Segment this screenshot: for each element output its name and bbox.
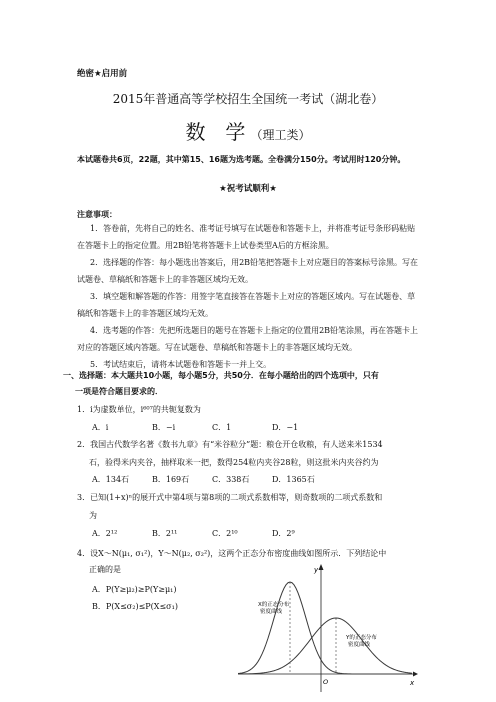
option-a: A．i <box>92 423 109 432</box>
question-3-stem: 3．已知(1+x)ⁿ的展开式中第4项与第8项的二项式系数相等，则奇数项的二项式系数和 <box>77 493 383 502</box>
normal-distribution-figure <box>238 562 418 694</box>
subject-name: 数 学 <box>185 120 246 144</box>
section-title-cont: 一项是符合题目要求的． <box>75 387 163 396</box>
option-b: B．2¹¹ <box>152 529 178 538</box>
curve-y-label: Y的正态分布 密度曲线 <box>346 635 377 648</box>
question-2-stem-cont: 石，验得米内夹谷，抽样取米一把，数得254粒内夹谷28粒，则这批米内夹谷约为 <box>89 458 379 467</box>
note-item: 3．填空题和解答题的作答：用签字笔直接答在答题卡上对应的答题区域内。写在试题卷、草稿纸和答题卡上的非答题区域均无效。 <box>77 292 416 318</box>
option-c: C．1 <box>212 423 232 432</box>
curve-x-label: X的正态分布 密度曲线 <box>258 602 290 615</box>
note-item: 5．考试结束后，请将本试题卷和答题卡一并上交。 <box>90 360 272 369</box>
option-b: B．169石 <box>152 475 190 484</box>
confidential-label: 绝密★启用前 <box>77 69 128 79</box>
option-a: A．P(Y≥μ₂)≥P(Y≥μ₁) <box>92 585 177 594</box>
option-b: B．−i <box>152 423 176 432</box>
note-item: 1．答卷前，先将自己的姓名、准考证号填写在试题卷和答题卡上，并将准考证号条形码粘贴在答题卡上的指定位置。用2B铅笔将答题卡上试卷类型A后的方框涂黑。 <box>77 224 416 250</box>
good-luck: ★祝考试顺利★ <box>219 184 277 194</box>
question-3-stem-cont: 为 <box>89 511 97 520</box>
question-1-stem: 1．i为虚数单位，i⁶⁰⁷的共轭复数为 <box>77 405 201 414</box>
option-a: A．134石 <box>92 475 130 484</box>
option-c: C．338石 <box>212 475 250 484</box>
x-axis-arrow <box>413 672 418 677</box>
option-c: C．2¹⁰ <box>212 529 238 538</box>
note-item: 4．选考题的作答：先把所选题目的题号在答题卡上指定的位置用2B铅笔涂黑，再在答题卡上对应的答题区域内答题。写在试题卷、草稿纸和答题卡上的非答题区域均无效。 <box>77 326 419 352</box>
subject-line <box>0 119 496 145</box>
exam-info: 本试题卷共6页，22题，其中第15、16题为选考题。全卷满分150分。考试用时120分钟。 <box>77 155 406 164</box>
option-b: B．P(X≤σ₂)≤P(X≤σ₁) <box>92 602 178 611</box>
x-axis-label: x <box>410 679 415 687</box>
notes-title: 注意事项： <box>77 210 117 219</box>
question-1-options <box>92 422 332 433</box>
section-title: 一、选择题：本大题共10小题，每小题5分，共50分．在每小题给出的四个选项中，只有 <box>63 371 379 380</box>
y-axis-arrow <box>319 564 324 570</box>
subject-type: （理工类） <box>250 128 311 142</box>
question-2-stem: 2．我国古代数学名著《数书九章》有“米谷粒分”题：粮仓开仓收粮，有人送来米1534 <box>77 440 383 449</box>
option-d: D．1365石 <box>272 475 315 484</box>
question-3-options <box>92 528 332 539</box>
option-d: D．−1 <box>272 423 299 432</box>
question-2-options <box>92 474 332 485</box>
curve-x <box>238 582 412 674</box>
y-axis-label: y <box>314 566 319 574</box>
exam-title: 2015年普通高等学校招生全国统一考试（湖北卷） <box>112 92 384 106</box>
option-a: A．2¹² <box>92 529 118 538</box>
note-item: 2．选择题的作答：每小题选出答案后，用2B铅笔把答题卡上对应题目的答案标号涂黑。写在试题卷、草稿纸和答题卡上的非答题区域均无效。 <box>77 258 419 284</box>
option-d: D．2⁹ <box>272 529 295 538</box>
question-4-stem-cont: 正确的是 <box>89 565 121 574</box>
question-4-stem: 4．设X～N(μ₁, σ₁²)，Y～N(μ₂, σ₂²)，这两个正态分布密度曲线如图所示．下列结论中 <box>77 549 387 558</box>
origin-label: O <box>323 678 329 686</box>
